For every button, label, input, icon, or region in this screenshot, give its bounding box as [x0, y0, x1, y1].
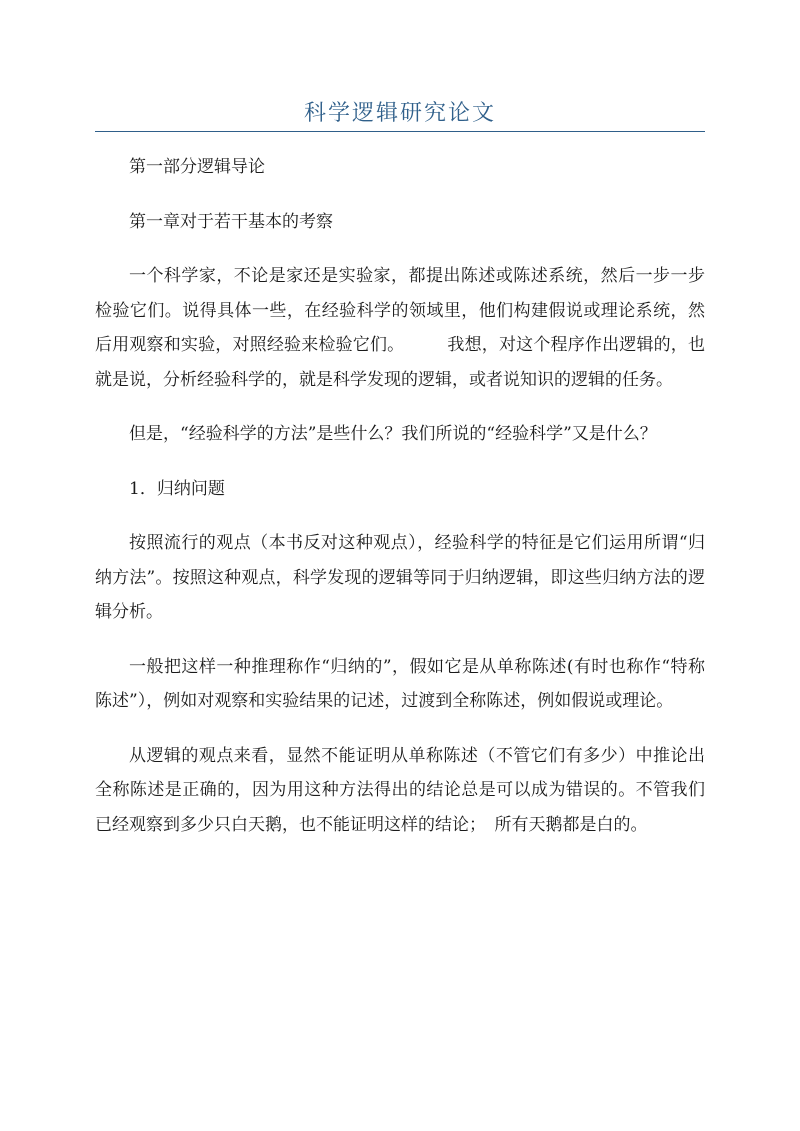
title-underline	[95, 131, 705, 132]
spacer	[95, 185, 705, 205]
spacer	[95, 397, 705, 417]
paragraph: 从逻辑的观点来看，显然不能证明从单称陈述（不管它们有多少）中推论出全称陈述是正确的，因为用这种方法得出的结论总是可以成为错误的。不管我们已经观察到多少只白天鹅，也不能证明这样的结论； 所有天鹅都是白的。	[95, 745, 705, 835]
spacer	[95, 630, 705, 650]
part-heading: 第一部分逻辑导论	[129, 157, 265, 177]
spacer	[95, 452, 705, 472]
spacer	[95, 239, 705, 259]
paragraph: 但是，“经验科学的方法”是些什么？我们所说的“经验科学”又是什么？	[129, 424, 657, 444]
document-title: 科学逻辑研究论文	[303, 101, 496, 126]
paragraph: 按照流行的观点（本书反对这种观点），经验科学的特征是它们运用所谓“归纳方法”。按照这种观点，科学发现的逻辑等同于归纳逻辑，即这些归纳方法的逻辑分析。	[95, 533, 705, 622]
spacer	[95, 506, 705, 526]
paragraph: 一个科学家，不论是家还是实验家，都提出陈述或陈述系统，然后一步一步检验它们。说得具体一些，在经验科学的领域里，他们构建假说或理论系统，然后用观察和实验，对照经验来检验它们。 我想，对这个程序作出逻辑的，也就是说，分析经验科学的，就是科学发现的逻辑，或者说知识的逻辑的任务。	[95, 266, 705, 390]
section-heading: 1．归纳问题	[129, 478, 225, 499]
document-body	[95, 150, 705, 842]
spacer	[95, 719, 705, 739]
paragraph: 一般把这样一种推理称作“归纳的”，假如它是从单称陈述(有时也称作“特称陈述”），例如对观察和实验结果的记述，过渡到全称陈述，例如假说或理论。	[95, 656, 705, 711]
chapter-heading: 第一章对于若干基本的考察	[129, 211, 333, 232]
